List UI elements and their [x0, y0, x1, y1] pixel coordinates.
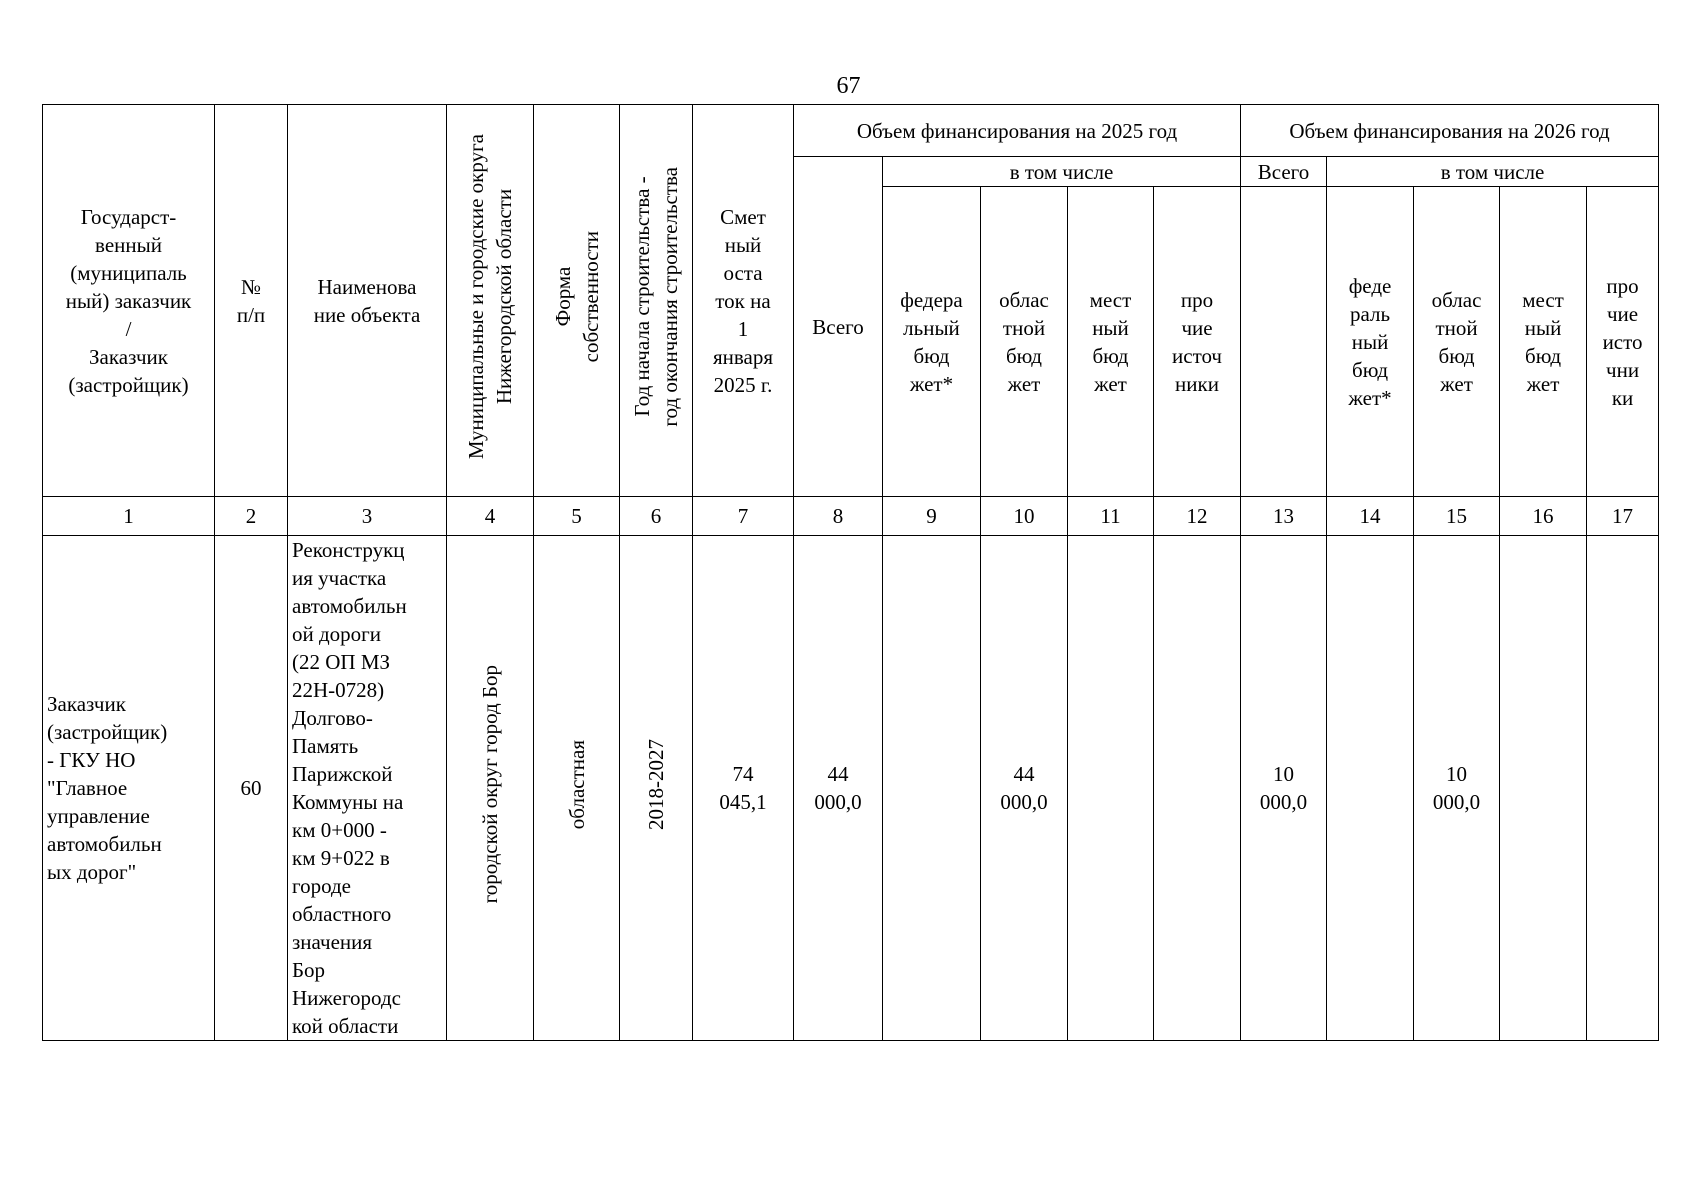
cell-construction-years: 2018-2027	[620, 536, 693, 1041]
cell-federal-2026	[1327, 536, 1414, 1041]
column-number: 17	[1587, 497, 1659, 536]
header-including-2026: в том числе	[1327, 157, 1659, 187]
header-total-2026-blank	[1241, 187, 1327, 497]
header-other-2025: про чие источ ники	[1154, 187, 1241, 497]
cell-regional-2026: 10 000,0	[1414, 536, 1500, 1041]
cell-federal-2025	[883, 536, 981, 1041]
table-row	[43, 536, 1659, 1041]
column-number: 3	[288, 497, 447, 536]
cell-total-2026: 10 000,0	[1241, 536, 1327, 1041]
cell-total-2025: 44 000,0	[794, 536, 883, 1041]
header-including-2025: в том числе	[883, 157, 1241, 187]
cell-estimate-balance: 74 045,1	[693, 536, 794, 1041]
header-federal-2025: федера льный бюд жет*	[883, 187, 981, 497]
column-number: 5	[534, 497, 620, 536]
cell-customer: Заказчик (застройщик) - ГКУ НО "Главное управление автомобильн ых дорог"	[43, 536, 215, 1041]
header-funding-2025: Объем финансирования на 2025 год	[794, 105, 1241, 157]
column-number: 4	[447, 497, 534, 536]
financing-table	[42, 104, 1659, 1041]
header-funding-2026: Объем финансирования на 2026 год	[1241, 105, 1659, 157]
page-number: 67	[836, 73, 861, 99]
header-number: № п/п	[215, 105, 288, 497]
cell-regional-2025: 44 000,0	[981, 536, 1068, 1041]
column-number-row	[43, 497, 1659, 536]
column-number: 16	[1500, 497, 1587, 536]
cell-other-2026	[1587, 536, 1659, 1041]
header-object-name: Наименова ние объекта	[288, 105, 447, 497]
column-number: 8	[794, 497, 883, 536]
header-total-2025: Всего	[794, 157, 883, 497]
header-local-2025: мест ный бюд жет	[1068, 187, 1154, 497]
header-construction-years: Год начала строительства - год окончания строительства	[620, 105, 693, 497]
header-regional-2025: облас тной бюд жет	[981, 187, 1068, 497]
cell-other-2025	[1154, 536, 1241, 1041]
column-number: 10	[981, 497, 1068, 536]
column-number: 11	[1068, 497, 1154, 536]
cell-object-name: Реконструкц ия участка автомобильн ой дороги (22 ОП МЗ 22Н-0728) Долгово- Память Парижской Коммуны на км 0+000 - км 9+022 в городе областного значения Бор Нижегородс кой области	[288, 536, 447, 1041]
column-number: 9	[883, 497, 981, 536]
column-number: 7	[693, 497, 794, 536]
column-number: 14	[1327, 497, 1414, 536]
column-number: 6	[620, 497, 693, 536]
cell-ownership: областная	[534, 536, 620, 1041]
header-total-2026: Всего	[1241, 157, 1327, 187]
column-number: 15	[1414, 497, 1500, 536]
header-ownership: Форма собственности	[534, 105, 620, 497]
header-other-2026: про чие исто чни ки	[1587, 187, 1659, 497]
header-estimate-balance: Смет ный оста ток на 1 января 2025 г.	[693, 105, 794, 497]
cell-municipality: городской округ город Бор	[447, 536, 534, 1041]
column-number: 2	[215, 497, 288, 536]
header-customer: Государст- венный (муниципаль ный) заказчик / Заказчик (застройщик)	[43, 105, 215, 497]
header-regional-2026: облас тной бюд жет	[1414, 187, 1500, 497]
column-number: 1	[43, 497, 215, 536]
cell-local-2025	[1068, 536, 1154, 1041]
header-federal-2026: феде раль ный бюд жет*	[1327, 187, 1414, 497]
column-number: 13	[1241, 497, 1327, 536]
cell-number: 60	[215, 536, 288, 1041]
cell-local-2026	[1500, 536, 1587, 1041]
header-local-2026: мест ный бюд жет	[1500, 187, 1587, 497]
header-municipality: Муниципальные и городские округа Нижегородской области	[447, 105, 534, 497]
column-number: 12	[1154, 497, 1241, 536]
